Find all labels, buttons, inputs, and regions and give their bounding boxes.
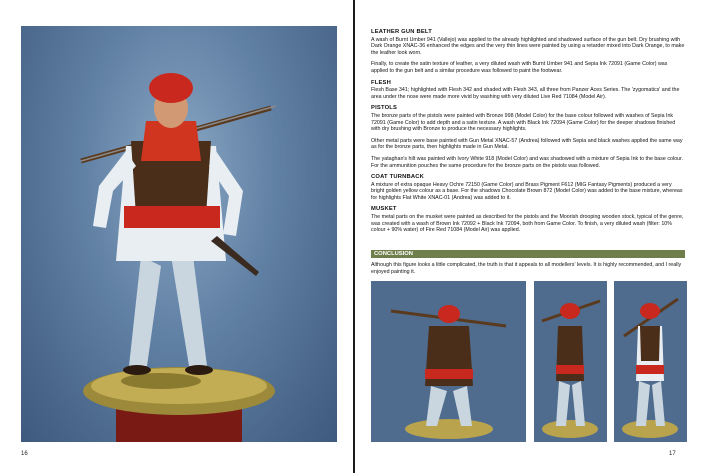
right-leg (171, 256, 207, 366)
back-view-illustration (371, 281, 526, 442)
turban (149, 73, 193, 103)
page-number-right: 17 (669, 451, 676, 457)
section-heading-flesh: FLESH (371, 79, 392, 86)
side-view-a-illustration (534, 281, 607, 442)
conclusion-heading-bar: CONCLUSION (371, 250, 685, 258)
article-text (371, 27, 685, 239)
gun-belt-para-2: Finally, to create the satin texture of leather, a very diluted wash with Burnt Umber 941 and Sepia Ink 72091 (Game Color) was applied to the gun belt and a similar procedure was followed to paint the footwear. (371, 61, 668, 74)
pistols-para-2: Other metal parts were base painted with Gun Metal XNAC-57 (Andrea) followed with Sepia and black washes applied the same way as for the bronze parts, then highlights made in Gun Metal. (371, 137, 683, 151)
coat-turnback-para-1: A mixture of extra opaque Heavy Ochre 72150 (Game Color) and Brass Pigment F612 (MIG Fantasy Pigments) produced a very bright golden yellow colour as a base. For the shadows Chocolate Brown 872 (Model Color) was added to the base mixture, whereas for highlights Flat White XNAC-01 (Andrea) was added to it. (371, 181, 683, 201)
section-heading-coat-turnback: COAT TURNBACK (371, 174, 425, 181)
musket-para-1: The metal parts on the musket were painted as described for the pistols and the Moorish drooping wooden stock, typical of the genre, was created with a wash of Brown Ink 72092 + Black Ink 72094, both from Game Color. To finish, a very diluted wash (filter: 10% colour + 90% water) of Fire Red 71084 (Model Air) was applied. (371, 214, 684, 234)
pistols-para-1: The bronze parts of the pistols were painted with Bronze 998 (Model Color) for the base colour followed with washes of Sepia Ink 72091 (Game Color) to add depth and a satin texture. A wash with Black Ink 72094 (Game Color) for the deeper shadows finished with dry brushing with Bronze to produce the necessary highlights. (371, 112, 676, 133)
gun-belt-para-1: A wash of Burnt Umber 941 (Vallejo) was applied to the already highlighted and shadowed surface of the gun belt. Dry brushing with Dark Orange XNAC-36 enhanced the edges and the very thin lines were painted by using a retarder mixed into Dark Orange, to make the leather look worn. (371, 36, 685, 56)
side-view-photo-a (534, 281, 607, 442)
section-heading-pistols: PISTOLS (371, 105, 398, 112)
side-view-b-illustration (614, 281, 687, 442)
back-view-photo (371, 281, 526, 442)
left-page (0, 0, 354, 473)
left-leg (129, 256, 161, 366)
side-view-photo-b (614, 281, 687, 442)
figure-illustration (21, 26, 337, 442)
page-number-left: 16 (21, 451, 28, 457)
section-heading-gun-belt: LEATHER GUN BELT (371, 29, 432, 35)
section-heading-musket: MUSKET (371, 206, 397, 213)
waist-sash (124, 206, 220, 228)
conclusion-text: Although this figure looks a little complicated, the truth is that it appeals to all modellers' levels. It is highly recommended, and I really enjoyed painting it. (371, 262, 682, 275)
hero-figure-photo (21, 26, 337, 442)
flesh-para-1: Flesh Base 341; highlighted with Flesh 342 and shaded with Flesh 343, all three from Panzer Aces Series. The 'zygomatics' and the area under the nose were made more vivid by washing with very diluted Live Red 71084 (Model Air). (371, 87, 680, 100)
pistols-para-3: The yataghan's hilt was painted with Ivory White 918 (Model Color) and was shadowed with a mixture of Sepia Ink to the base colour. For the ammunition pouches the same procedure for the bronze parts on the pistols was followed. (371, 155, 683, 169)
